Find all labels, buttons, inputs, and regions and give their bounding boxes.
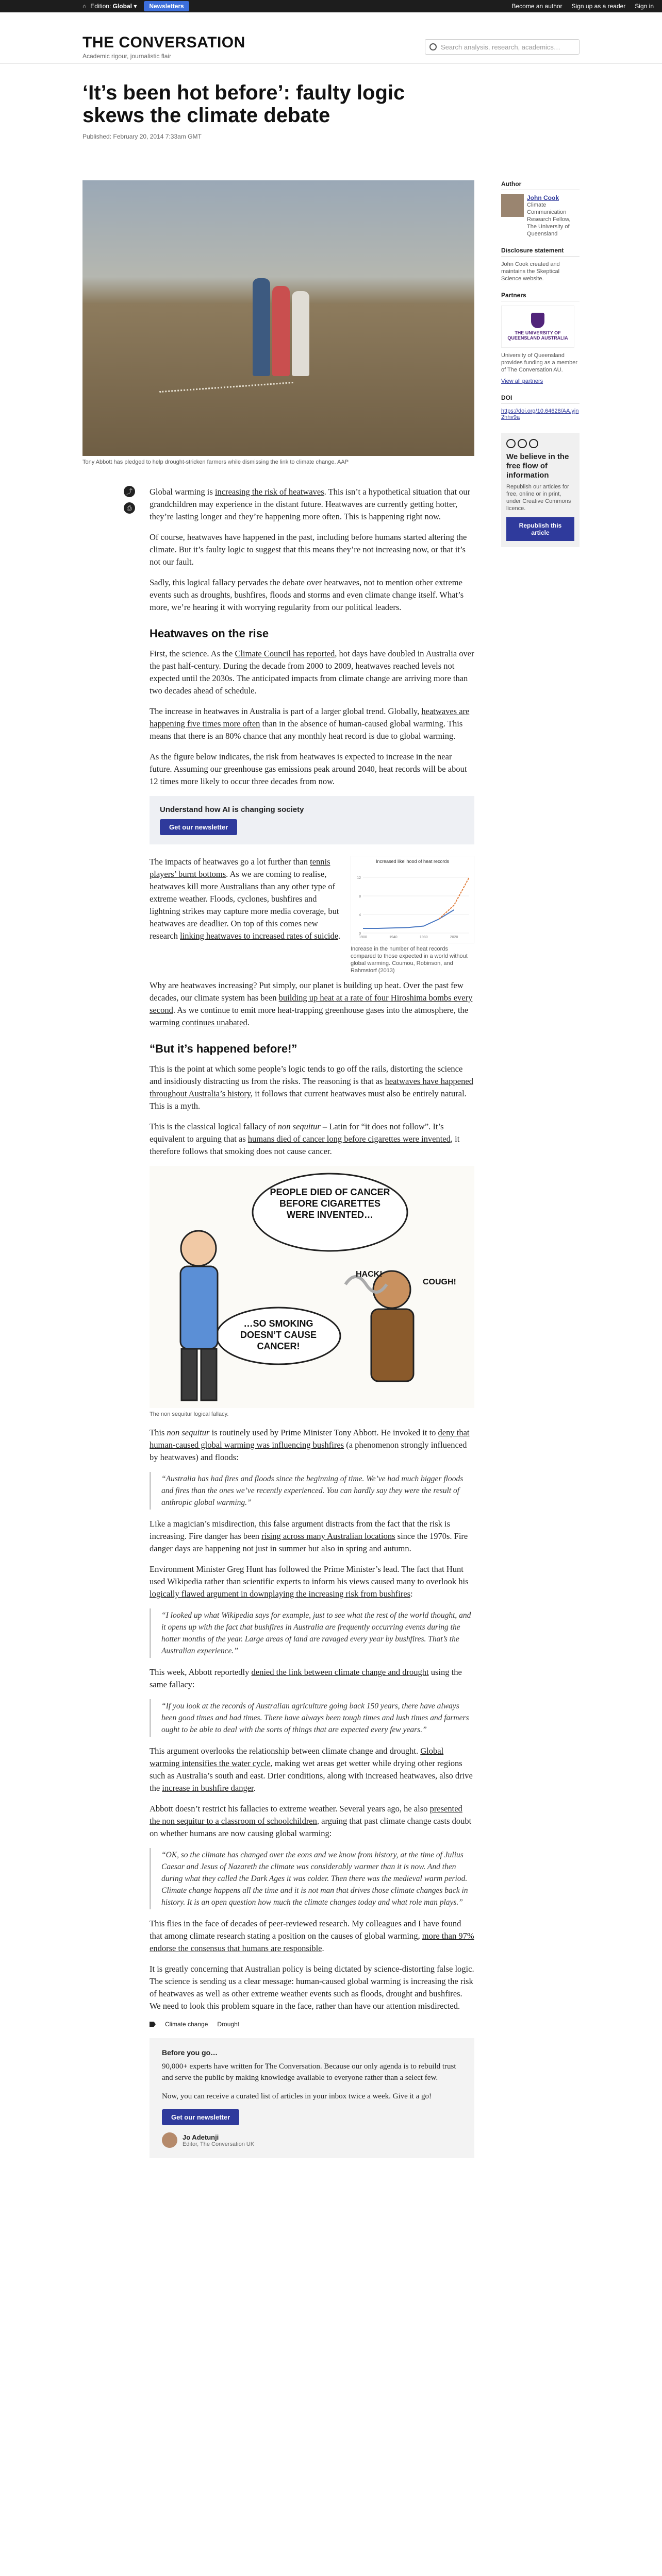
bubble-1-text: PEOPLE DIED OF CANCER BEFORE CIGARETTES WERE INVENTED… [270,1187,390,1220]
chevron-down-icon: ▾ [134,3,137,10]
inline-link[interactable]: increase in bushfire danger [162,1783,254,1793]
print-icon[interactable]: ⎙ [124,502,135,514]
republish-text: Republish our articles for free, online or in print, under Creative Commons licence. [506,484,571,512]
paragraph: Of course, heatwaves have happened in the past, including before humans started altering the climate. But it’s faulty logic to suggest that this means they’re not increasing now, or that it’s not our fault. [150,532,467,567]
inline-link[interactable]: rising across many Australian locations [261,1531,395,1541]
chart-x-tick-label: 2020 [450,936,458,939]
paragraph [150,1745,474,1794]
doi-heading: DOI [501,394,580,404]
inline-link[interactable]: warming continues unabated [150,1018,247,1027]
smoker-body [371,1309,413,1381]
share-bar [124,486,136,519]
share-icon[interactable]: ⤴ [124,486,135,497]
bubble-2-text: …SO SMOKING DOESN’T CAUSE CANCER! [240,1318,317,1351]
inline-link[interactable]: linking heatwaves to increased rates of suicide [180,931,339,941]
article-header [0,64,454,140]
text: . This isn’t a hypothetical situation that our grandchildren may experience in the distant future. Heatwaves are currently getting hotter, they’re lasting longer and they’re happening more often. This is happening right now. [150,487,471,521]
disclosure-text: John Cook created and maintains the Skeptical Science website. [501,261,560,282]
inline-link[interactable]: heatwaves have happened throughout Australia’s history [150,1076,473,1098]
newsletters-button[interactable]: Newsletters [144,1,189,11]
text: . As we continue to emit more heat-trapping greenhouse gases into the atmosphere, the [173,1005,469,1015]
site-tagline: Academic rigour, journalistic flair [82,53,172,60]
cough-text: COUGH! [423,1278,456,1286]
paragraph [150,1518,474,1555]
utility-bar [0,0,662,12]
edition-selector[interactable] [90,3,137,10]
text: Abbott doesn’t restrict his fallacies to extreme weather. Several years ago, he also [150,1804,430,1814]
paragraph: As the figure below indicates, the risk from heatwaves is expected to increase in the near future. Assuming our greenhouse gas emissions peak around 2040, heat records will be about 12 times more likely to occur three decades from now. [150,752,467,786]
newsletter-promo [150,796,474,844]
text: – Latin for “it does not follow”. It’s equivalent to arguing that as [150,1122,444,1144]
partners-heading: Partners [501,292,580,301]
text: . [322,1943,324,1953]
paragraph [150,1121,474,1158]
chart-frame [351,856,474,943]
republish-title: We believe in the free flow of information [506,452,569,480]
text: , arguing that past climate change casts doubt on whether humans are now causing global warming: [150,1816,472,1838]
tag-climate-change[interactable]: Climate change [165,2021,208,2028]
author-heading: Author [501,180,580,190]
get-newsletter-button[interactable]: Get our newsletter [160,819,237,835]
view-partners-link[interactable]: View all partners [501,378,543,384]
text: Global warming is [150,487,215,497]
search-placeholder: Search analysis, research, academics… [441,43,560,51]
text: . [247,1018,250,1027]
before-you-go-box [150,2038,474,2158]
get-newsletter-button[interactable]: Get our newsletter [162,2109,239,2125]
paragraph [150,1063,474,1112]
published-date: Published: February 20, 2014 7:33am GMT [82,133,202,140]
doi-link[interactable]: https://doi.org/10.64628/AA.yjn2hhv9a [501,408,579,420]
chart-x-tick-label: 1900 [359,936,367,939]
republish-button[interactable]: Republish this article [506,517,574,541]
section-heading: “But it’s happened before!” [150,1042,297,1055]
inline-link[interactable]: building up heat at a rate of four Hiroshima bombs every second [150,993,473,1015]
text: This is the point at which some people’s logic tends to go off the rails, distorting the science and insidiously distracting us from the risks. The reasoning is that as [150,1064,463,1086]
text: . [338,931,341,941]
non-sequitur-cartoon [150,1166,474,1408]
blockquote: “OK, so the climate has changed over the eons and we know from history, at the time of Julius Caesar and Jesus of Nazareth the climate was considerably warmer than it is now. And then during what they called the Dark Ages it was colder. Then there was the medieval warm period. Climate change happens all the time and it is not man that drives those climate changes back in history. It is an open question how much the climate changes today and what role man plays.” [150,1848,474,1909]
inline-link[interactable]: deny that human-caused global warming was influencing bushfires [150,1428,470,1450]
inline-link[interactable]: Climate Council has reported [235,649,335,658]
text: This week, Abbott reportedly [150,1667,252,1677]
sign-in-link[interactable]: Sign in [635,3,654,10]
chart-y-tick-label: 8 [359,895,361,899]
avatar [162,2132,177,2148]
text: Like a magician’s misdirection, this false argument distracts from the fact that the risk is increasing. Fire danger has been [150,1519,450,1541]
emphasis: non sequitur [277,1122,321,1131]
chart-x-tick-label: 1940 [389,936,398,939]
cc-icon [506,439,516,448]
hack-text: HACK! [356,1270,383,1279]
text: (a phenomenon strongly influenced by heatwaves) and floods: [150,1440,467,1462]
text: , it follows that current heatwaves must also be entirely natural. This is a myth. [150,1089,467,1111]
before-you-go-text: 90,000+ experts have written for The Conversation. Because our only agenda is to rebuild trust and serve the public by making knowledge available to everyone rather than a select few. [162,2062,456,2082]
sign-up-reader-link[interactable]: Sign up as a reader [571,3,626,10]
site-logo[interactable]: THE CONVERSATION [82,34,245,51]
person-figure [292,291,309,376]
text: is routinely used by Prime Minister Tony Abbott. He invoked it to [209,1428,438,1437]
republish-box [501,433,580,547]
text: , making wet areas get wetter while drying other regions such as Australia’s south and east. Drier conditions, along with increased heatwaves, also drive the [150,1758,473,1793]
article-body [82,486,474,2158]
become-author-link[interactable]: Become an author [511,3,562,10]
chart-y-tick-label: 0 [359,932,361,936]
partner-text: University of Queensland provides funding as a member of The Conversation AU. [501,352,577,373]
article-main [82,180,474,2158]
article-title: ‘It’s been hot before’: faulty logic skews the climate debate [82,81,405,127]
bubble-text-2 [227,1318,330,1359]
tag-list [150,2021,474,2028]
text: than in the absence of human-caused global warming. This means that there is an 80% chance that any monthly heat record is due to global warming. [150,719,463,741]
text: . [253,1783,256,1793]
chart-caption: Increase in the number of heat records compared to those expected in a world without global warming. Coumou, Robinson, and Rahmstorf (2013) [351,946,468,974]
inline-link[interactable]: more than 97% endorse the consensus that humans are responsible [150,1931,474,1953]
paragraph [150,1803,474,1840]
paragraph: Sadly, this logical fallacy pervades the debate over heatwaves, not to mention other extreme events such as droughts, bushfires, floods and storms and even climate change itself. What’s more, we’re hearing it with worrying regularity from our political leaders. [150,578,464,612]
chart-y-tick-label: 4 [359,913,361,917]
bubble-text-1 [268,1187,392,1238]
paragraph [150,979,474,1029]
text: This [150,1428,167,1437]
tag-drought[interactable]: Drought [217,2021,240,2028]
inline-link[interactable]: denied the link between climate change and drought [251,1667,429,1677]
site-header [0,12,662,64]
blockquote: “I looked up what Wikipedia says for example, just to see what the rest of the world thought, and it opens up with the fact that bushfires in Australia are frequently occurring events during the hotter months of the year. Large areas of land are ravaged every year by bushfires. That’s the Australian experience.” [150,1608,474,1658]
nd-icon [529,439,538,448]
man-leg [201,1349,217,1400]
paragraph [150,486,474,523]
paragraph [150,705,474,742]
paragraph [150,1666,474,1691]
promo-title: Understand how AI is changing society [160,805,304,814]
chart-y-tick-label: 12 [357,876,361,880]
before-you-go-text: Now, you can receive a curated list of articles in your inbox twice a week. Give it a go! [162,2092,432,2100]
author-name-link[interactable]: John Cook [527,194,559,201]
editor-signoff [162,2132,462,2148]
search-input[interactable] [425,39,580,55]
section-heading: Heatwaves on the rise [150,627,269,640]
creative-commons-icons [506,439,574,448]
man-leg [181,1349,197,1400]
paragraph: It is greatly concerning that Australian policy is being dictated by science-distorting false logic. The science is sending us a clear message: human-caused global warming is increasing the risk of heatwaves as well as other extreme weather events such as floods, drought and bushfires. We need to look this problem square in the face, rather than have our attention misdirected. [150,1964,474,2011]
edition-label: Edition: [90,3,111,10]
hero-people [253,268,309,376]
person-figure [272,286,290,376]
hero-caption: Tony Abbott has pledged to help drought-stricken farmers while dismissing the link to climate change. AAP [82,459,349,465]
paragraph [150,1918,474,1955]
search-icon [429,43,437,50]
inline-link[interactable]: increasing the risk of heatwaves [214,487,324,497]
blockquote: “If you look at the records of Australian agriculture going back 150 years, there have always been good times and bad times. There have always been tough times and lush times and farmers ought to be able to deal with the sorts of things that are expected every few years.” [150,1699,474,1737]
tag-icon [150,2022,156,2027]
text: This flies in the face of decades of peer-reviewed research. My colleagues and I have found that among climate research stating a position on the causes of global warming, [150,1919,461,1941]
inline-link[interactable]: Global warming intensifies the water cycle [150,1746,444,1768]
text: , hot days have doubled in Australia over the past half-century. During the decade from 2000 to 2009, heatwaves reached levels not expected until the 2030s. The anticipated impacts from climate change are arriving more than two decades ahead of schedule. [150,649,474,696]
hero-image [82,180,474,456]
paragraph [150,1563,474,1600]
author-card[interactable] [501,194,580,238]
paragraph [150,1427,474,1464]
inline-link[interactable]: heatwaves are happening five times more often [150,706,470,728]
man-body [180,1266,218,1349]
text: This is the classical logical fallacy of [150,1122,278,1131]
partner-logo[interactable] [501,306,574,348]
heat-records-chart [351,856,474,974]
text: : [410,1589,413,1599]
chart-x-tick-label: 1980 [419,936,428,939]
text: since the 1970s. Fire danger days are happening not just in summer but also in spring and autumn. [150,1531,468,1553]
author-role: Climate Communication Research Fellow, The University of Queensland [527,202,571,237]
inline-link[interactable]: heatwaves kill more Australians [150,882,259,891]
home-icon[interactable]: ⌂ [82,3,87,10]
editor-role: Editor, The Conversation UK [183,2141,255,2147]
uq-crest-icon [531,313,544,328]
text: The increase in heatwaves in Australia is part of a larger global trend. Globally, [150,706,422,716]
inline-link[interactable]: presented the non sequitur to a classroom of schoolchildren [150,1804,462,1826]
before-you-go-title: Before you go… [162,2048,218,2057]
cartoon-caption: The non sequitur logical fallacy. [150,1411,229,1417]
text: , it therefore follows that smoking does not cause cancer. [150,1134,460,1156]
text: This argument overlooks the relationship between climate change and drought. [150,1746,421,1756]
inline-link[interactable]: tennis players’ burnt bottoms [150,857,330,879]
partner-name: THE UNIVERSITY OF QUEENSLAND AUSTRALIA [507,330,568,341]
text: Why are heatwaves increasing? Put simply, our planet is building up heat. Over the past few decades, our climate system has been [150,980,464,1003]
chart-title: Increased likelihood of heat records [375,859,450,864]
paragraph [150,648,474,697]
chart-svg [351,856,474,943]
editor-name: Jo Adetunji [183,2133,219,2141]
inline-link[interactable]: logically flawed argument in downplaying the increasing risk from bushfires [150,1589,411,1599]
text: . As we are coming to realise, [226,869,327,879]
inline-link[interactable]: humans died of cancer long before cigarettes were invented [247,1134,451,1144]
text: using the same fallacy: [150,1667,462,1689]
text: Environment Minister Greg Hunt has followed the Prime Minister’s lead. The fact that Hunt used Wikipedia rather than scientific experts to inform his views caused many to overlook his [150,1564,469,1586]
text: The impacts of heatwaves go a lot further than [150,857,310,867]
text: than any other type of extreme weather. Floods, cyclones, bushfires and lightning strikes may capture more media coverage, but heatwaves are deadlier. On top of this comes new research [150,882,339,941]
person-figure [253,278,270,376]
emphasis: non sequitur [167,1428,210,1437]
cartoon-svg [150,1166,474,1408]
article-sidebar [501,180,580,547]
blockquote: “Australia has had fires and floods since the beginning of time. We’ve had much bigger floods and fires than the ones we’ve recently experienced. You can hardly say they were the result of anthropic global warming.” [150,1472,474,1510]
by-icon [518,439,527,448]
text: First, the science. As the [150,649,235,658]
edition-value: Global [112,3,132,10]
disclosure-heading: Disclosure statement [501,247,580,257]
author-photo [501,194,524,217]
man-head [181,1231,216,1266]
